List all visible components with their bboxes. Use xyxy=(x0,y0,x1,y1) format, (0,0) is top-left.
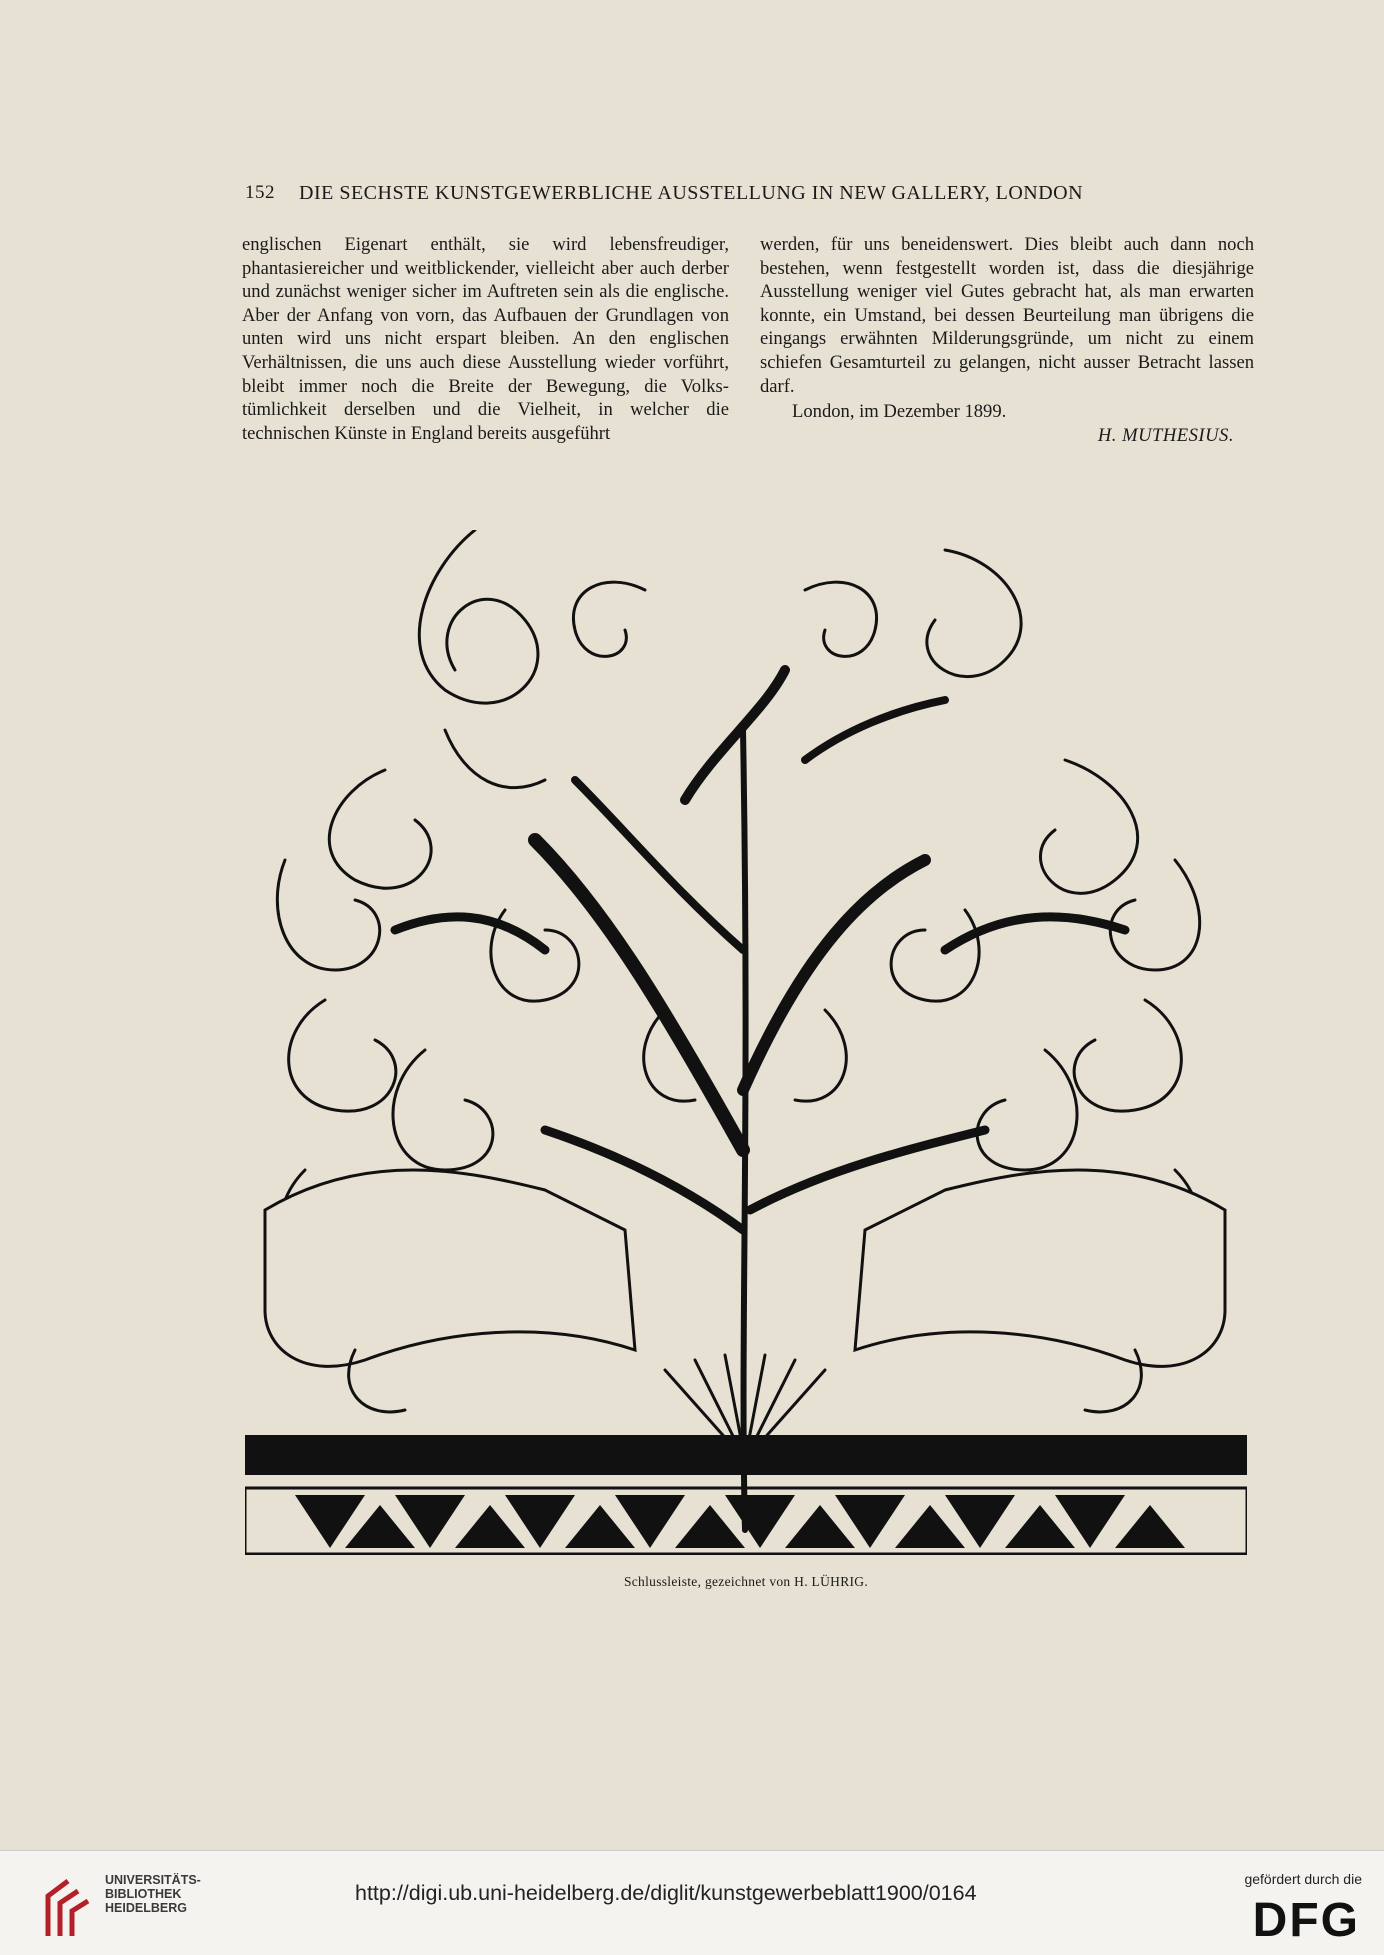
digitization-footer xyxy=(0,1850,1384,1955)
page-number: 152 xyxy=(245,182,275,203)
dateline: London, im Dezember 1899. xyxy=(792,401,1007,423)
permalink-url[interactable]: http://digi.ub.uni-heidelberg.de/diglit/kunstgewerbeblatt1900/0164 xyxy=(355,1881,977,1905)
university-library-logo-icon xyxy=(38,1871,96,1941)
running-header xyxy=(245,182,1235,205)
illustration-caption: Schlussleiste, gezeichnet von H. LÜHRIG. xyxy=(623,1574,869,1589)
author-signature: H. MUTHESIUS. xyxy=(1097,424,1234,446)
ornamental-illustration xyxy=(245,530,1247,1555)
central-stem xyxy=(743,730,746,1530)
institution-name: UNIVERSITÄTS- BIBLIOTHEK HEIDELBERG xyxy=(105,1873,201,1915)
running-title: DIE SECHSTE KUNSTGEWERBLICHE AUSSTELLUNG IN NEW GALLERY, LONDON xyxy=(299,182,1084,204)
left-column-text: englischen Eigenart enthält, sie wird lebensfreudiger, phantasiereicher und weitblickender, vielleicht aber auch derber und zunächst weniger sicher im Auftreten sein als die englische. Aber der Anfang von vorn, das Aufbauen der Grundlagen von unten wird uns nicht erspart bleiben. An den englischen Verhältnissen, die uns auch diese Ausstellung wieder vorführt, bleibt immer noch die Breite der Bewegung, die Volkstümlichkeit derselben und die Vielheit, in welcher die technischen Künste in England bereits ausgeführt xyxy=(242,234,729,444)
dfg-logo: DFG xyxy=(1252,1894,1360,1947)
base-band xyxy=(245,1435,1247,1475)
right-column xyxy=(760,233,1254,447)
right-column-text: werden, für uns beneidenswert. Dies bleibt auch dann noch bestehen, wenn festgestellt worden ist, dass die diesjährige Ausstellung weniger viel Gutes gebracht hat, als man erwarten konnte, ein Umstand, bei dessen Beurteilung man übrigens die eingangs erwähnten Milderungsgründe, um nicht zu einem schiefen Gesamturteil zu gelangen, nicht ausser Betracht lassen darf. xyxy=(760,234,1254,397)
funding-label: gefördert durch die xyxy=(1244,1871,1362,1887)
left-banner xyxy=(265,1170,635,1366)
left-column xyxy=(242,233,729,445)
right-banner xyxy=(855,1170,1225,1366)
